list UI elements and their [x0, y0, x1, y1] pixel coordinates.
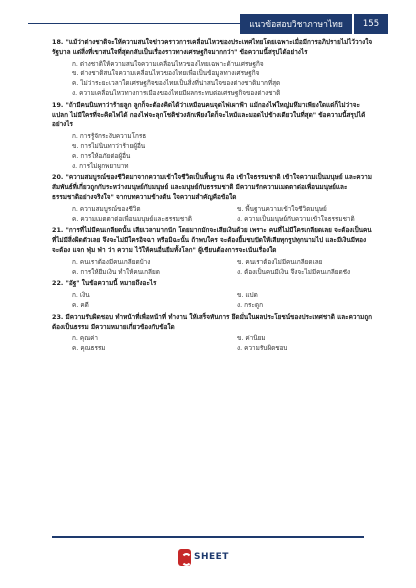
answer-option: ข. พื้นฐานความเข้าใจชีวิตมนุษย์ [237, 204, 327, 213]
answer-option: ค. ไม่ว่าระยะเวลาใดเศรษฐกิจของไทยเป็นสิ่งที่น่าสนใจของต่างชาติมากที่สุด [72, 79, 281, 88]
answer-options [52, 205, 374, 225]
question-text: 19. "ถ้ามีคนนินทาว่าร้ายลูก ลูกก็จะต้องคิดได้ว่าเหมือนคนจุดไฟเผาฟ้า แม้กองไฟใหญ่มหึมาเพียงใดแต่ก็ไม่ว่าจะแปลก ไม่มีใครที่จะคิดไฟได้ กองไฟจะลุกโชติช่วงลักเพียงใดก็จะไหม้และมอดไปข้างเดียวในที่สุด" ข้อความนี้สรุปได้อย่างไร [52, 100, 366, 129]
answer-option: ก. คนเราต้องมีคนเกลียดบ้าง [72, 257, 151, 266]
answer-option: ค. การให้อภัยต่อผู้อื่น [72, 151, 131, 160]
question-list [52, 36, 374, 354]
answer-option: ค. การให้ยืมเงิน ทำให้คนเกลียด [72, 267, 160, 276]
answer-option: ก. คุณค่า [72, 334, 98, 343]
answer-option: ค. ความเมตตาต่อเพื่อนมนุษย์และธรรมชาติ [72, 214, 192, 223]
answer-option: ข. แปด [237, 291, 258, 300]
section-title: แนวข้อสอบวิชาภาษาไทย [240, 14, 352, 34]
question-block [52, 279, 374, 310]
answer-option: ข. ต่างชาติสนใจความเคลื่อนไหวของไทยเพื่อเป็นข้อมูลทางเศรษฐกิจ [72, 69, 260, 78]
answer-option: ง. การไม่ผูกพยาบาท [72, 161, 129, 170]
answer-option: ง. ความเป็นมนุษย์กับความเข้าใจธรรมชาติ [237, 214, 355, 223]
answer-option: ก. ต่างชาติให้ความสนใจความเคลื่อนไหวของไทยเฉพาะด้านเศรษฐกิจ [72, 59, 264, 68]
answer-option: ง. กระดูก [237, 300, 263, 309]
question-text: 22. "อัฐ" ในข้อความนี้ หมายถึงอะไร [52, 279, 157, 288]
answer-option: ง. ต้องเป็นคนมีเงิน จึงจะไม่มีคนเกลียดชัง [237, 267, 351, 276]
answer-option: ง. ความเคลื่อนไหวทางการเมืองของไทยมีผลกระทบต่อเศรษฐกิจของต่างชาติ [72, 88, 281, 97]
footer-rule [52, 536, 364, 538]
question-block [52, 38, 374, 99]
answer-option: ค. คดี [72, 300, 89, 309]
answer-options [52, 334, 374, 354]
answer-options [52, 258, 374, 278]
answer-option: ก. ความสมบูรณ์ของชีวิต [72, 204, 141, 213]
answer-option: ก. เงิน [72, 291, 90, 300]
answer-options [52, 60, 374, 99]
answer-option: ข. คนเราต้องไม่มีคนเกลียดเลย [237, 257, 323, 266]
page-number: 155 [354, 14, 388, 34]
answer-option: ข. การไม่นินทาว่าร้ายผู้อื่น [72, 141, 146, 150]
question-text: 20. "ความสมบูรณ์ของชีวิตมาจากความเข้าใจชีวิตเป็นพื้นฐาน คือ เข้าใจธรรมชาติ เข้าใจความเป็นมนุษย์ และความสัมพันธ์ที่เกี่ยวถูกกับระหว่างมนุษย์กับมนุษย์ และมนุษย์กับธรรมชาติ มีความรักความเมตตาต่อเพื่อนมนุษย์และธรรมชาติอย่างจริงใจ" จากบทความข้างต้น ใจความสำคัญคือข้อใด [52, 173, 372, 201]
answer-options [52, 291, 374, 311]
answer-option: ค. คุณธรรม [72, 344, 106, 353]
answer-options [52, 132, 374, 171]
logo-text: SHEET [194, 552, 229, 562]
sheet-logo-icon [178, 549, 191, 566]
answer-option: ข. ค่านิยม [237, 334, 266, 343]
sheet-logo [178, 546, 238, 568]
question-block [52, 101, 374, 172]
question-block [52, 313, 374, 354]
question-block [52, 173, 374, 224]
question-block [52, 226, 374, 277]
answer-option: ก. การรู้จักระงับความโกรธ [72, 132, 147, 141]
answer-option: ง. ความรับผิดชอบ [237, 344, 288, 353]
question-text: 21. "การที่ไม่มีคนเกลียดนั้น เสียเวลามากนัก โดยมากมักจะเสียเงินด้วย เพราะ คนที่ไม่มีใครเกลียดเลย จะต้องเป็นคนที่ไม่มีสิ่งผิดตัวเลย จึงจะไม่มีใครอิจฉา หรือมิฉะนั้น ถ้าพบใคร จะต้องยิ้มชบปัดให้เสียทุกรูปทุกนามไป และมีเงินมีทอง จะต้อง แจก ฟุ่ม ฟ่า ว่า ความ ไว้ให้คนอื่นยืมทั้งโลก" ผู้เขียนต้องการจะเน้นเรื่องใด [52, 226, 372, 254]
page-header [0, 14, 416, 34]
question-text: 23. มีความรับผิดชอบ ทำหน้าที่เพื่อหน้าที่ ทำงาน ให้เสร็จทันการ ยึดมั่นในผลประโยชน์ของประเทศชาติ และความถูกต้องเป็นธรรม มีความหมายเกี่ยวข้องกับข้อใด [52, 312, 372, 331]
question-text: 18. "แม้ว่าต่างชาติจะให้ความสนใจข่าวคราวการเคลื่อนไหวของประเทศไทยโดยเฉพาะเมื่อมีการอภิปรายไม่ไว้วางใจ รัฐบาล แต่สิ่งที่เขาสนใจที่สุดกลับเป็นเรื่องราวทางเศรษฐกิจมากกว่า" ข้อความนี้สรุปได้อย่างไร [52, 38, 373, 56]
